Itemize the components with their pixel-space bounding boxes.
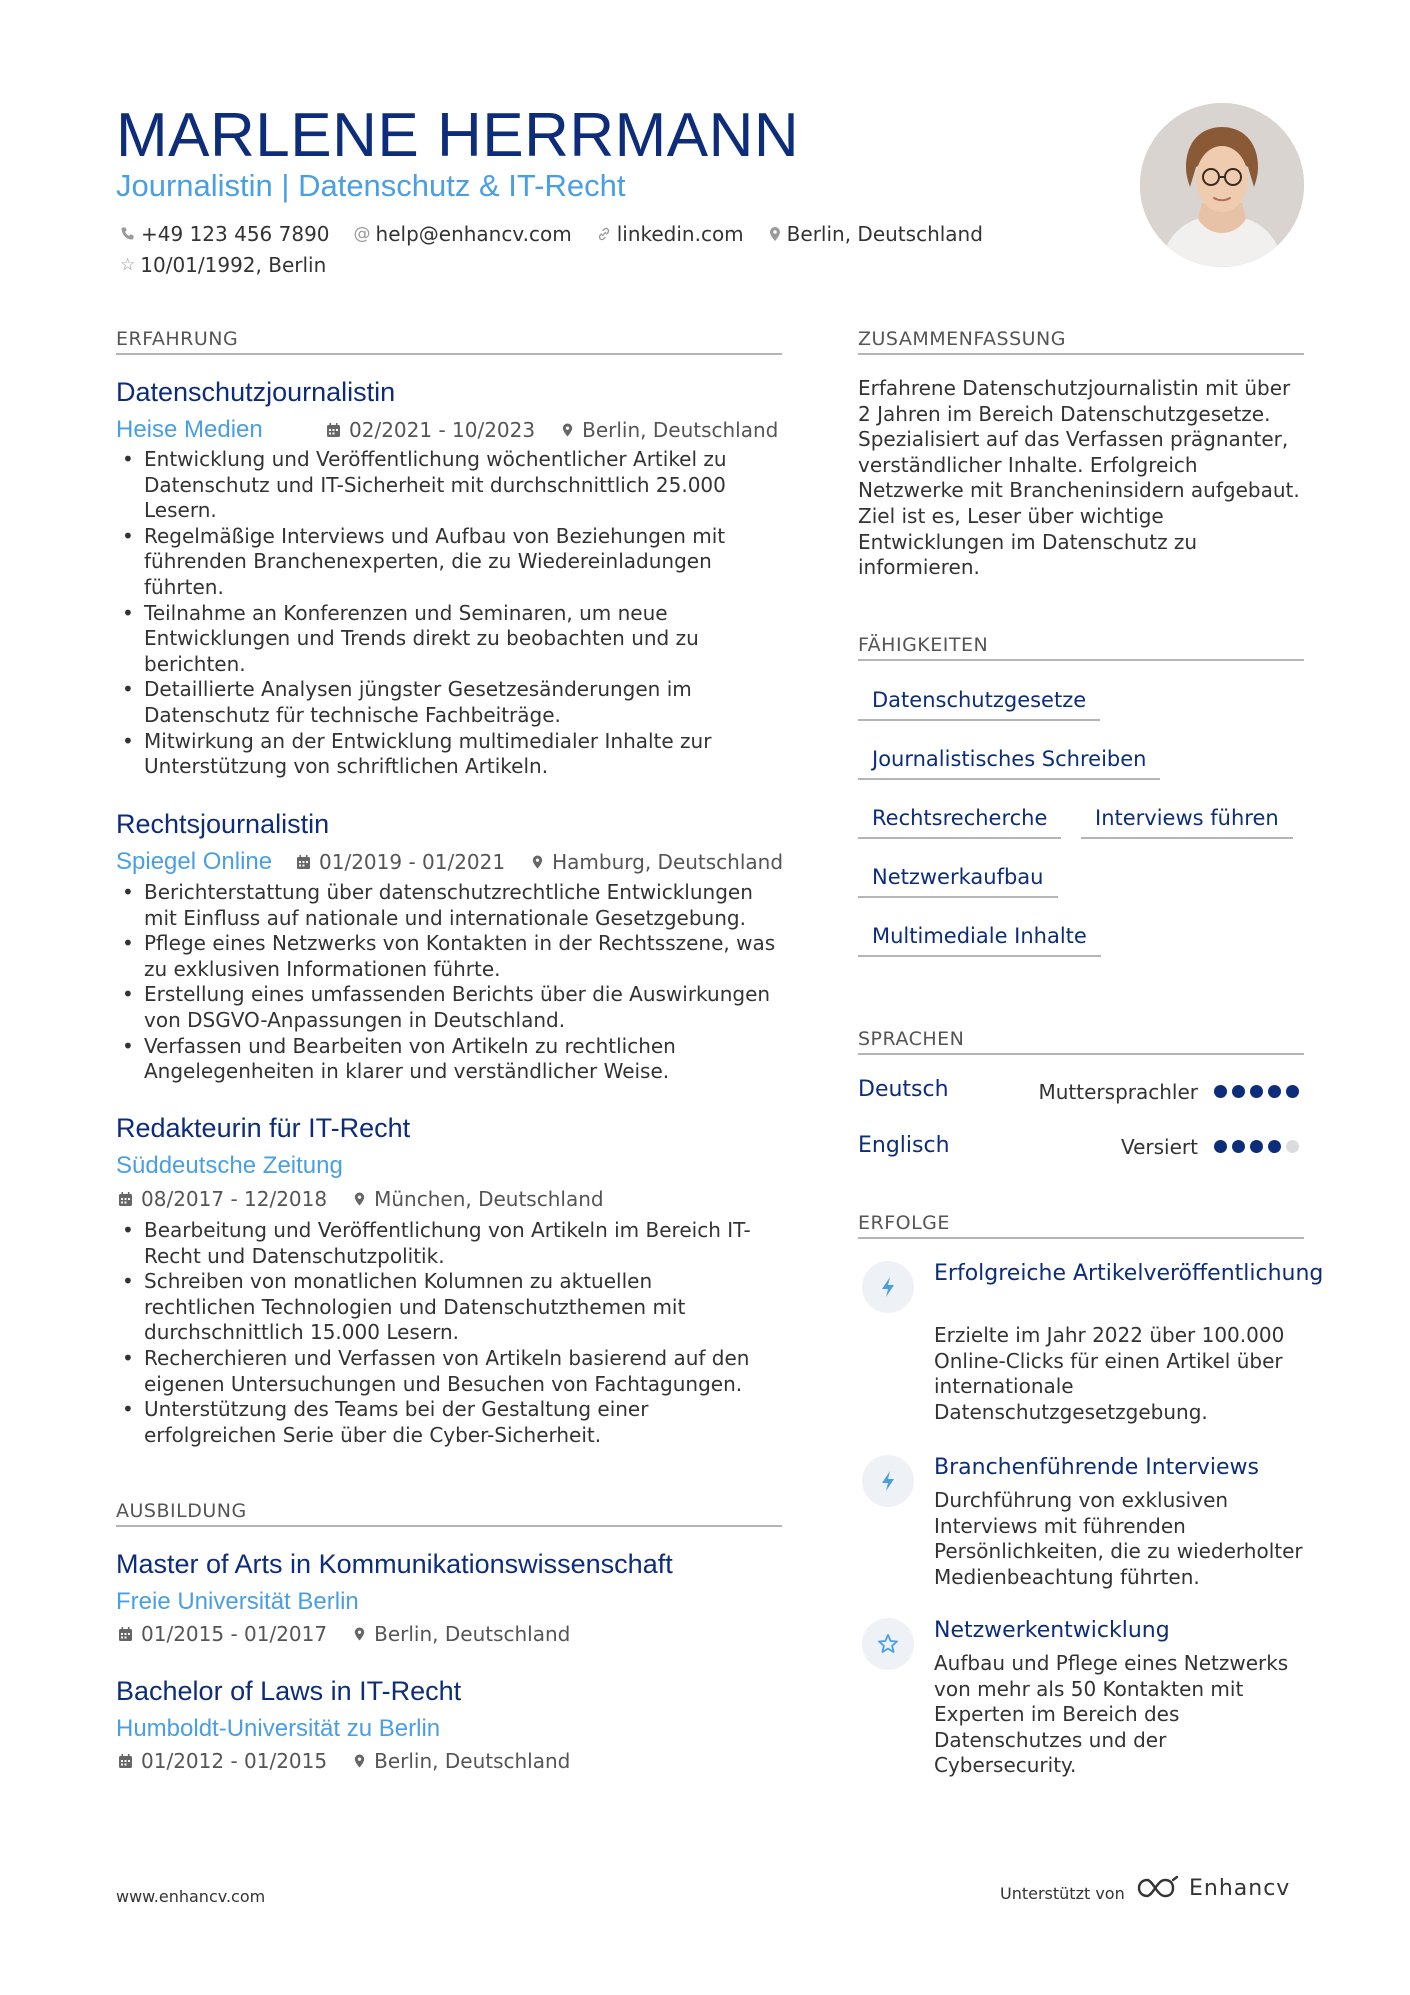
experience-divider xyxy=(116,353,782,355)
skills-heading: FÄHIGKEITEN xyxy=(858,634,989,656)
at-icon: @ xyxy=(353,224,371,244)
bolt-icon xyxy=(862,1261,914,1313)
candidate-name: MARLENE HERRMANN xyxy=(116,101,800,170)
language-name: Englisch xyxy=(858,1133,950,1158)
job-company: Spiegel Online xyxy=(116,848,273,875)
languages-heading: SPRACHEN xyxy=(858,1028,965,1050)
list-item: • Verfassen und Bearbeiten von Artikeln zu rechtlichen Angelegenheiten in klarer und verständlicher Weise. xyxy=(116,1034,786,1085)
skill-tag: Rechtsrecherche xyxy=(858,806,1061,839)
contact-row xyxy=(120,222,983,246)
experience-heading: ERFAHRUNG xyxy=(116,328,239,350)
job-location: Hamburg, Deutschland xyxy=(552,850,784,874)
skill-tag: Datenschutzgesetze xyxy=(858,688,1100,721)
rating-dot-filled xyxy=(1250,1140,1263,1153)
star-icon xyxy=(862,1618,914,1670)
contact-birth: ☆ 10/01/1992, Berlin xyxy=(120,253,327,277)
brand-name: Enhancv xyxy=(1189,1875,1291,1901)
job-dates: 08/2017 - 12/2018 xyxy=(141,1187,328,1211)
location-icon xyxy=(531,854,544,870)
footer-url[interactable]: www.enhancv.com xyxy=(116,1887,266,1906)
job-bullets xyxy=(116,1218,766,1448)
rating-dot-filled xyxy=(1232,1140,1245,1153)
education-divider xyxy=(116,1525,782,1527)
job-meta xyxy=(296,850,783,874)
list-item: • Berichterstattung über datenschutzrechtliche Entwicklungen mit Einfluss auf nationale und internationale Gesetzgebung. xyxy=(116,880,786,931)
achievements-divider xyxy=(858,1237,1304,1239)
education-degree: Bachelor of Laws in IT-Recht xyxy=(116,1676,462,1706)
education-meta xyxy=(118,1749,570,1773)
job-title: Rechtsjournalistin xyxy=(116,809,330,839)
profile-photo xyxy=(1140,103,1304,267)
rating-dot-empty xyxy=(1286,1140,1299,1153)
language-rating xyxy=(1214,1140,1299,1153)
education-location: Berlin, Deutschland xyxy=(374,1749,571,1773)
skill-tag: Multimediale Inhalte xyxy=(858,924,1101,957)
achievement-title: Erfolgreiche Artikelveröffentlichung xyxy=(934,1261,1324,1286)
contact-row-2 xyxy=(120,253,326,277)
location-icon xyxy=(353,1626,366,1642)
contact-email: @ help@enhancv.com xyxy=(353,222,572,246)
job-title: Datenschutzjournalistin xyxy=(116,377,396,407)
achievements-heading: ERFOLGE xyxy=(858,1212,950,1234)
job-bullets xyxy=(116,880,786,1085)
bolt-icon xyxy=(862,1455,914,1507)
list-item: • Schreiben von monatlichen Kolumnen zu aktuellen rechtlichen Technologien und Datenschutzthemen mit durchschnittlich 15.000 Lesern. xyxy=(116,1269,766,1346)
list-item: • Recherchieren und Verfassen von Artikeln basierend auf den eigenen Untersuchungen und Besuchen von Fachtagungen. xyxy=(116,1346,766,1397)
education-location: Berlin, Deutschland xyxy=(374,1622,571,1646)
contact-phone: +49 123 456 7890 xyxy=(120,222,330,246)
summary-heading: ZUSAMMENFASSUNG xyxy=(858,328,1066,350)
list-item: • Entwicklung und Veröffentlichung wöchentlicher Artikel zu Datenschutz und IT-Sicherheit mit durchschnittlich 25.000 Lesern. xyxy=(116,447,756,524)
location-icon xyxy=(353,1191,366,1207)
rating-dot-filled xyxy=(1268,1140,1281,1153)
languages-divider xyxy=(858,1053,1304,1055)
job-location: Berlin, Deutschland xyxy=(582,418,779,442)
list-item: • Regelmäßige Interviews und Aufbau von Beziehungen mit führenden Branchenexperten, die zu Wiedereinladungen führten. xyxy=(116,524,756,601)
language-level: Versiert xyxy=(1120,1135,1198,1159)
rating-dot-filled xyxy=(1268,1085,1281,1098)
list-item: • Erstellung eines umfassenden Berichts über die Auswirkungen von DSGVO-Anpassungen in Deutschland. xyxy=(116,982,786,1033)
achievement-title: Branchenführende Interviews xyxy=(934,1455,1260,1480)
job-title: Redakteurin für IT-Recht xyxy=(116,1113,411,1143)
education-school: Freie Universität Berlin xyxy=(116,1588,359,1615)
job-company: Heise Medien xyxy=(116,416,263,443)
job-dates: 02/2021 - 10/2023 xyxy=(349,418,536,442)
link-icon xyxy=(596,226,612,242)
achievement-description: Durchführung von exklusiven Interviews mit führenden Persönlichkeiten, die zu wiederholter Medienbeachtung führten. xyxy=(934,1488,1303,1589)
job-company: Süddeutsche Zeitung xyxy=(116,1152,343,1179)
list-item: • Bearbeitung und Veröffentlichung von Artikeln im Bereich IT-Recht und Datenschutzpolitik. xyxy=(116,1218,766,1269)
rating-dot-filled xyxy=(1250,1085,1263,1098)
candidate-title: Journalistin | Datenschutz & IT-Recht xyxy=(116,168,626,203)
enhancv-logo xyxy=(1135,1875,1290,1901)
list-item: • Mitwirkung an der Entwicklung multimedialer Inhalte zur Unterstützung von schriftlichen Artikeln. xyxy=(116,729,756,780)
job-meta xyxy=(326,418,778,442)
infinity-icon xyxy=(1135,1875,1181,1901)
rating-dot-filled xyxy=(1214,1085,1227,1098)
rating-dot-filled xyxy=(1214,1140,1227,1153)
list-item: • Pflege eines Netzwerks von Kontakten in der Rechtsszene, was zu exklusiven Informationen führte. xyxy=(116,931,786,982)
language-level: Muttersprachler xyxy=(1038,1080,1198,1104)
location-icon xyxy=(353,1753,366,1769)
education-degree: Master of Arts in Kommunikationswissenschaft xyxy=(116,1549,673,1579)
job-bullets xyxy=(116,447,756,780)
achievement-title: Netzwerkentwicklung xyxy=(934,1618,1170,1643)
summary-divider xyxy=(858,353,1304,355)
calendar-icon xyxy=(296,854,311,870)
location-icon xyxy=(768,226,782,242)
education-school: Humboldt-Universität zu Berlin xyxy=(116,1715,441,1742)
education-dates: 01/2015 - 01/2017 xyxy=(141,1622,328,1646)
achievement-description: Erzielte im Jahr 2022 über 100.000 Online-Clicks für einen Artikel über internationale Datenschutzgesetzgebung. xyxy=(934,1323,1285,1424)
contact-linkedin: linkedin.com xyxy=(596,222,744,246)
rating-dot-filled xyxy=(1286,1085,1299,1098)
education-dates: 01/2012 - 01/2015 xyxy=(141,1749,328,1773)
skill-tag: Journalistisches Schreiben xyxy=(858,747,1160,780)
rating-dot-filled xyxy=(1232,1085,1245,1098)
language-name: Deutsch xyxy=(858,1077,949,1102)
skill-tag: Interviews führen xyxy=(1081,806,1293,839)
list-item: • Teilnahme an Konferenzen und Seminaren, um neue Entwicklungen und Trends direkt zu beobachten und zu berichten. xyxy=(116,601,756,678)
language-rating xyxy=(1214,1085,1299,1098)
summary-text: Erfahrene Datenschutzjournalistin mit über 2 Jahren im Bereich Datenschutzgesetze. Spezialisiert auf das Verfassen prägnanter, verständlicher Inhalte. Erfolgreich Netzwerke mit Brancheninsidern aufgebaut. Ziel ist es, Leser über wichtige Entwicklungen im Datenschutz zu informieren. xyxy=(858,376,1300,580)
star-icon: ☆ xyxy=(120,255,136,275)
skills-divider xyxy=(858,659,1304,661)
contact-location: Berlin, Deutschland xyxy=(768,222,983,246)
education-meta xyxy=(118,1622,570,1646)
job-location: München, Deutschland xyxy=(374,1187,604,1211)
job-meta xyxy=(118,1187,604,1211)
calendar-icon xyxy=(118,1191,133,1207)
achievement-description: Aufbau und Pflege eines Netzwerks von mehr als 50 Kontakten mit Experten im Bereich des Datenschutzes und der Cybersecurity. xyxy=(934,1651,1289,1778)
job-dates: 01/2019 - 01/2021 xyxy=(319,850,506,874)
calendar-icon xyxy=(118,1626,133,1642)
list-item: • Unterstützung des Teams bei der Gestaltung einer erfolgreichen Serie über die Cyber-Sicherheit. xyxy=(116,1397,766,1448)
calendar-icon xyxy=(118,1753,133,1769)
location-icon xyxy=(561,422,574,438)
skill-tag: Netzwerkaufbau xyxy=(858,865,1058,898)
list-item: • Detaillierte Analysen jüngster Gesetzesänderungen im Datenschutz für technische Fachbeiträge. xyxy=(116,677,756,728)
phone-icon xyxy=(120,226,136,242)
powered-by-label: Unterstützt von xyxy=(1000,1884,1125,1903)
education-heading: AUSBILDUNG xyxy=(116,1500,247,1522)
calendar-icon xyxy=(326,422,341,438)
